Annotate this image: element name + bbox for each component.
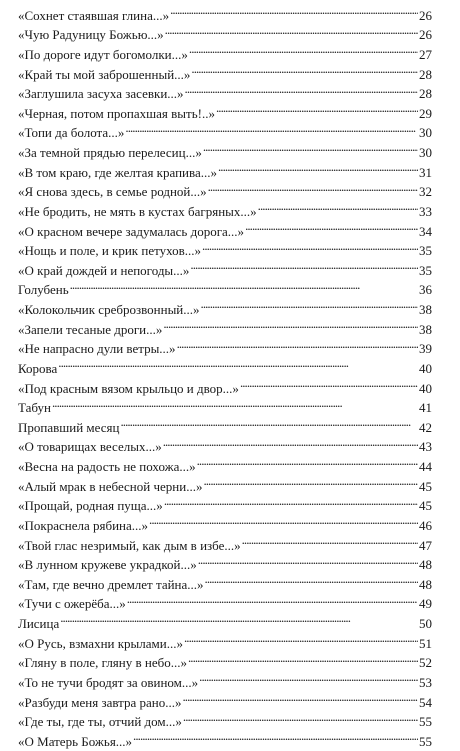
toc-entry-title: «О товарищах веселых...» <box>18 439 162 455</box>
toc-entry-title: «За темной прядью перелесиц...» <box>18 145 202 160</box>
toc-entry <box>18 393 432 416</box>
toc-entry <box>18 608 432 631</box>
toc-entry-title: «По дороге идут богомолки...» <box>18 46 188 62</box>
dot-leader <box>70 275 418 295</box>
toc-entry-page-number: 42 <box>419 419 432 435</box>
dot-leader <box>202 236 418 256</box>
toc-entry-page-number: 48 <box>419 576 432 592</box>
toc-entry-title: «В лунном кружеве украдкой...» <box>18 557 197 573</box>
toc-entry-page-number: 38 <box>419 321 432 337</box>
toc-entry <box>18 353 432 376</box>
dot-leader <box>197 451 418 471</box>
dot-leader <box>125 118 418 138</box>
dot-leader <box>127 589 418 609</box>
dot-leader <box>184 628 418 648</box>
dot-leader <box>163 432 418 452</box>
toc-entry-page-number: 45 <box>419 498 432 514</box>
toc-entry-title: «Колокольчик среброзвонный...» <box>18 302 200 317</box>
toc-entry-title: «О край дождей и непогоды...» <box>18 262 190 278</box>
toc-entry-title: «Весна на радость не похожа...» <box>18 459 196 474</box>
toc-entry-page-number: 29 <box>419 105 432 121</box>
toc-entry-title: «Не бродить, не мять в кустах багряных...» <box>18 203 257 219</box>
toc-entry-page-number: 40 <box>419 360 432 376</box>
toc-entry-page-number: 46 <box>419 517 432 533</box>
dot-leader <box>201 294 418 314</box>
toc-entry-title: «Заглушила засуха засевки...» <box>18 86 184 102</box>
toc-entry-page-number: 50 <box>419 616 432 631</box>
toc-entry-title: «Топи да болота...» <box>18 125 125 141</box>
dot-leader <box>205 569 418 589</box>
dot-leader <box>183 687 419 707</box>
dot-leader <box>208 177 418 197</box>
toc-entry-title: Лисица <box>18 616 60 631</box>
dot-leader <box>199 667 418 687</box>
toc-entry-page-number: 36 <box>419 282 432 298</box>
toc-entry-page-number: 54 <box>419 694 432 710</box>
toc-entry-title: «Я снова здесь, в семье родной...» <box>18 184 207 200</box>
toc-entry-page-number: 28 <box>419 66 432 82</box>
toc-entry-title: «Там, где вечно дремлет тайна...» <box>18 576 204 592</box>
dot-leader <box>188 648 418 668</box>
toc-entry-title: «Нощь и поле, и крик петухов...» <box>18 243 202 259</box>
dot-leader <box>218 157 418 177</box>
toc-entry-page-number: 38 <box>419 302 432 317</box>
toc-entry-page-number: 41 <box>419 400 432 416</box>
toc-entry-page-number: 44 <box>419 459 432 474</box>
toc-entry-page-number: 52 <box>419 655 432 671</box>
dot-leader <box>191 59 418 79</box>
toc-entry-title: «О Матерь Божья...» <box>18 733 133 749</box>
toc-entry-page-number: 30 <box>419 145 432 160</box>
dot-leader <box>190 255 418 275</box>
toc-entry-title: «То не тучи бродят за овином...» <box>18 674 199 690</box>
toc-entry-title: «Край ты мой заброшенный...» <box>18 66 191 82</box>
toc-entry <box>18 412 432 435</box>
toc-entry-title: «Разбуди меня завтра рано...» <box>18 694 182 710</box>
dot-leader <box>203 137 418 157</box>
dot-leader <box>183 707 418 727</box>
toc-entry-page-number: 34 <box>419 223 432 239</box>
dot-leader <box>189 39 418 59</box>
toc-entry-page-number: 47 <box>419 537 432 553</box>
toc-entry-title: «Запели тесаные дроги...» <box>18 321 163 337</box>
toc-entry-title: Пропавший месяц <box>18 419 120 435</box>
dot-leader <box>165 20 418 40</box>
toc-entry-title: «Где ты, где ты, отчий дом...» <box>18 714 182 730</box>
dot-leader <box>242 530 418 550</box>
dot-leader <box>120 412 418 432</box>
toc-entry-page-number: 26 <box>419 7 432 23</box>
toc-entry <box>18 275 432 298</box>
toc-entry-page-number: 33 <box>419 203 432 219</box>
toc-entry-page-number: 55 <box>419 714 432 730</box>
toc-entry-title: «Под красным вязом крыльцо и двор...» <box>18 380 239 396</box>
toc-entry-page-number: 49 <box>419 596 432 612</box>
toc-entry-page-number: 26 <box>419 27 432 43</box>
toc-entry-title: «Сохнет стаявшая глина...» <box>18 7 170 23</box>
toc-entry-page-number: 39 <box>419 341 432 357</box>
toc-entry-page-number: 31 <box>419 164 432 180</box>
toc-entry <box>18 628 432 651</box>
toc-entry-page-number: 30 <box>419 125 432 141</box>
toc-entry-title: «Тучи с ожерёба...» <box>18 596 126 612</box>
table-of-contents <box>18 0 432 749</box>
toc-entry <box>18 0 432 23</box>
toc-entry-title: «О Русь, взмахни крылами...» <box>18 635 183 651</box>
toc-entry-title: Корова <box>18 360 58 376</box>
toc-entry-title: Табун <box>18 400 51 416</box>
toc-entry-page-number: 40 <box>419 380 432 396</box>
dot-leader <box>185 79 418 99</box>
toc-entry-page-number: 35 <box>419 243 432 259</box>
dot-leader <box>216 98 418 118</box>
dot-leader <box>245 216 418 236</box>
toc-entry-title: «Черная, потом пропахшая выть!..» <box>18 105 215 121</box>
dot-leader <box>133 726 418 746</box>
dot-leader <box>170 0 418 20</box>
toc-entry-page-number: 32 <box>419 184 432 200</box>
dot-leader <box>258 196 418 216</box>
toc-entry-title: «Не напрасно дули ветры...» <box>18 341 176 357</box>
dot-leader <box>52 393 418 413</box>
dot-leader <box>198 550 418 570</box>
dot-leader <box>164 491 418 511</box>
toc-entry-title: «В том краю, где желтая крапива...» <box>18 164 217 180</box>
toc-entry-page-number: 45 <box>419 478 432 494</box>
toc-entry-title: «О красном вечере задумалась дорога...» <box>18 223 245 239</box>
toc-entry-title: Голубень <box>18 282 69 298</box>
dot-leader <box>60 608 418 628</box>
toc-entry-page-number: 27 <box>419 46 432 62</box>
toc-entry-page-number: 51 <box>419 635 432 651</box>
dot-leader <box>149 510 418 530</box>
toc-entry-title: «Чую Радуницу Божью...» <box>18 27 164 43</box>
dot-leader <box>203 471 418 491</box>
toc-entry-page-number: 43 <box>419 439 432 455</box>
toc-entry-title: «Твой глас незримый, как дым в избе...» <box>18 537 241 553</box>
dot-leader <box>58 353 418 373</box>
toc-entry-page-number: 55 <box>419 733 432 749</box>
toc-entry <box>18 373 432 396</box>
dot-leader <box>240 373 418 393</box>
toc-entry-title: «Покраснела рябина...» <box>18 517 149 533</box>
toc-entry-page-number: 53 <box>419 674 432 690</box>
toc-entry-title: «Прощай, родная пуща...» <box>18 498 163 514</box>
dot-leader <box>177 334 418 354</box>
toc-entry-title: «Алый мрак в небесной черни...» <box>18 478 203 494</box>
toc-entry-page-number: 48 <box>419 557 432 573</box>
toc-entry-page-number: 35 <box>419 262 432 278</box>
toc-entry-page-number: 28 <box>419 86 432 102</box>
toc-entry-title: «Гляну в поле, гляну в небо...» <box>18 655 187 671</box>
dot-leader <box>163 314 418 334</box>
toc-entry <box>18 294 432 317</box>
